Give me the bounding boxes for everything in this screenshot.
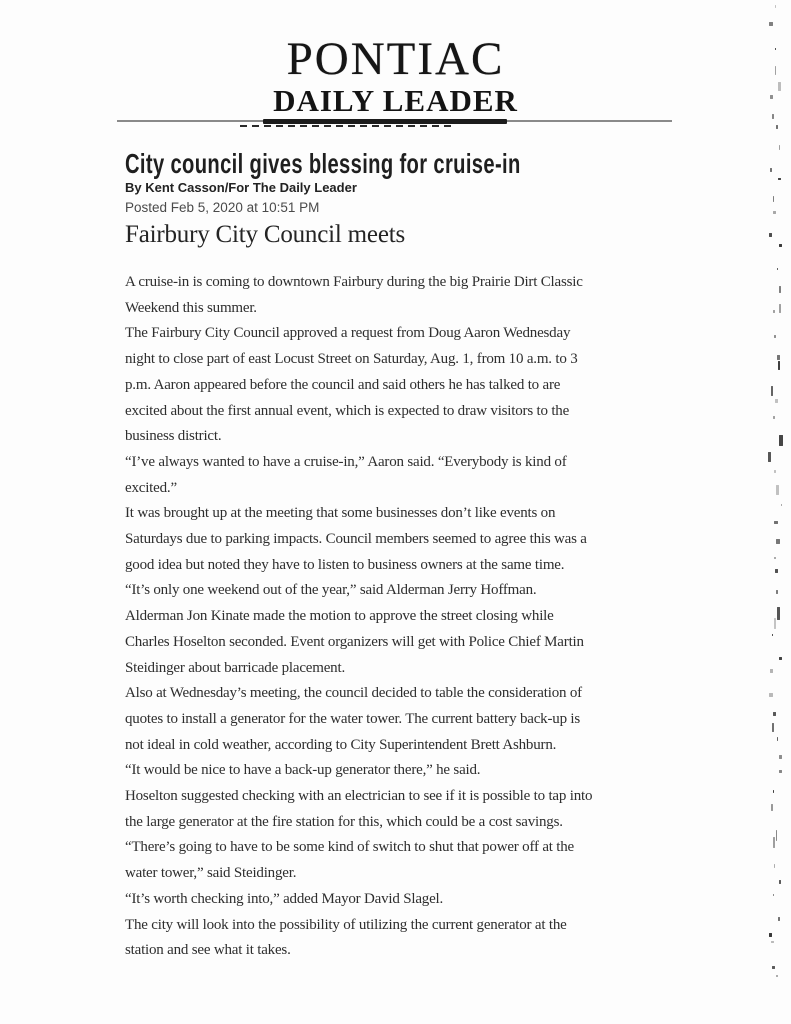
masthead-rule-dotted-segment bbox=[240, 125, 455, 127]
scan-noise-mark bbox=[772, 723, 774, 732]
body-line: A cruise-in is coming to downtown Fairbury during the big Prairie Dirt Classic bbox=[125, 274, 583, 290]
article-byline: By Kent Casson/For The Daily Leader bbox=[125, 180, 357, 195]
scan-noise-mark bbox=[779, 304, 781, 313]
scan-noise-mark bbox=[774, 618, 776, 629]
paragraph bbox=[125, 321, 685, 450]
scan-noise-mark bbox=[772, 966, 775, 969]
paragraph bbox=[125, 681, 685, 758]
body-line: water tower,” said Steidinger. bbox=[125, 865, 297, 882]
scan-noise-mark bbox=[774, 470, 776, 474]
scan-noise-mark bbox=[779, 770, 782, 772]
body-line: station and see what it takes. bbox=[125, 942, 291, 959]
body-line: “I’ve always wanted to have a cruise-in,” Aaron said. “Everybody is kind of bbox=[125, 453, 567, 470]
body-line: good idea but noted they have to listen to business owners at the same time. bbox=[125, 556, 565, 573]
body-line: excited.” bbox=[125, 479, 177, 496]
body-line: Weekend this summer. bbox=[125, 299, 257, 316]
body-line: Hoselton suggested checking with an electrician to see if it is possible to tap into bbox=[125, 788, 593, 805]
paragraph bbox=[125, 450, 685, 501]
body-line: “There’s going to have to be some kind of switch to shut that power off at the bbox=[125, 839, 575, 856]
scan-noise-mark bbox=[773, 196, 775, 202]
scan-noise-mark bbox=[770, 168, 771, 172]
body-line: The city will look into the possibility of utilizing the current generator at the bbox=[125, 916, 567, 933]
article-posted-date: Posted Feb 5, 2020 at 10:51 PM bbox=[125, 200, 320, 215]
scan-noise-mark bbox=[778, 178, 781, 180]
body-line: p.m. Aaron appeared before the council and said others he has talked to are bbox=[125, 376, 561, 393]
body-line: Charles Hoselton seconded. Event organizers will get with Police Chief Martin bbox=[125, 633, 584, 650]
masthead-subtitle: DAILY LEADER bbox=[273, 83, 518, 118]
body-line: Also at Wednesday’s meeting, the council decided to table the consideration of bbox=[125, 685, 582, 702]
scan-noise-mark bbox=[779, 435, 782, 446]
paragraph bbox=[125, 887, 685, 913]
body-line: Saturdays due to parking impacts. Council members seemed to agree this was a bbox=[125, 531, 587, 548]
body-line: quotes to install a generator for the water tower. The current battery back-up is bbox=[125, 710, 581, 727]
scan-noise-mark bbox=[776, 830, 777, 841]
paragraph bbox=[125, 604, 685, 681]
body-line: excited about the first annual event, which is expected to draw visitors to the bbox=[125, 402, 570, 419]
scan-noise-mark bbox=[778, 361, 780, 370]
article-headline: City council gives blessing for cruise-in bbox=[125, 148, 521, 179]
body-line: “It would be nice to have a back-up generator there,” he said. bbox=[125, 762, 481, 779]
body-line: It was brought up at the meeting that some businesses don’t like events on bbox=[125, 505, 556, 522]
scan-noise-mark bbox=[777, 268, 778, 270]
scan-noise-mark bbox=[776, 539, 779, 543]
scan-noise-mark bbox=[769, 933, 772, 936]
masthead-rule-dark-segment bbox=[263, 119, 507, 124]
scan-noise-mark bbox=[776, 975, 778, 977]
paragraph bbox=[125, 578, 685, 604]
scan-noise-mark bbox=[772, 634, 774, 637]
scan-noise-mark bbox=[777, 355, 780, 359]
scan-noise-mark bbox=[779, 286, 781, 293]
scan-noise-mark bbox=[773, 211, 776, 214]
scan-noise-mark bbox=[773, 790, 775, 792]
scan-noise-mark bbox=[776, 125, 777, 129]
scan-noise-mark bbox=[774, 557, 776, 559]
scan-noise-mark bbox=[769, 233, 772, 237]
paragraph bbox=[125, 270, 685, 321]
scan-noise-mark bbox=[777, 737, 778, 741]
paragraph bbox=[125, 501, 685, 578]
scan-noise-mark bbox=[775, 569, 778, 572]
scan-noise-mark bbox=[779, 657, 781, 660]
paragraph bbox=[125, 784, 685, 835]
article-subhead: Fairbury City Council meets bbox=[125, 221, 405, 248]
scan-noise-mark bbox=[778, 917, 780, 921]
scan-noise-mark bbox=[777, 607, 780, 620]
body-line: Steidinger about barricade placement. bbox=[125, 659, 346, 676]
scan-noise-mark bbox=[776, 485, 778, 495]
scan-edge-artifacts bbox=[761, 0, 791, 1024]
paragraph bbox=[125, 758, 685, 784]
scan-noise-mark bbox=[770, 669, 773, 673]
scan-noise-mark bbox=[771, 386, 773, 396]
body-line: night to close part of east Locust Street on Saturday, Aug. 1, from 10 a.m. to 3 bbox=[125, 351, 578, 368]
scan-noise-mark bbox=[775, 399, 778, 403]
scan-noise-mark bbox=[773, 712, 775, 716]
scan-noise-mark bbox=[779, 755, 782, 759]
scan-noise-mark bbox=[779, 145, 781, 150]
scan-noise-mark bbox=[776, 590, 778, 594]
scan-noise-mark bbox=[774, 335, 777, 337]
scan-noise-mark bbox=[781, 504, 782, 506]
scan-noise-mark bbox=[773, 894, 774, 896]
scan-noise-mark bbox=[774, 521, 777, 525]
scan-noise-mark bbox=[769, 22, 772, 26]
scan-noise-mark bbox=[769, 693, 772, 697]
body-line: “It’s worth checking into,” added Mayor David Slagel. bbox=[125, 890, 444, 907]
scan-noise-mark bbox=[773, 310, 775, 313]
masthead-title: PONTIAC bbox=[286, 33, 505, 85]
scan-noise-mark bbox=[775, 5, 777, 8]
body-line: business district. bbox=[125, 428, 222, 445]
scan-noise-mark bbox=[771, 941, 773, 943]
body-line: “It’s only one weekend out of the year,” said Alderman Jerry Hoffman. bbox=[125, 582, 537, 599]
scan-noise-mark bbox=[774, 864, 775, 868]
paragraph bbox=[125, 913, 685, 964]
body-line: not ideal in cold weather, according to City Superintendent Brett Ashburn. bbox=[125, 736, 557, 753]
paragraph bbox=[125, 835, 685, 886]
article-body bbox=[125, 270, 685, 964]
scan-noise-mark bbox=[768, 452, 771, 462]
body-line: Alderman Jon Kinate made the motion to approve the street closing while bbox=[125, 608, 554, 625]
body-line: the large generator at the fire station for this, which could be a cost savings. bbox=[125, 813, 563, 830]
scan-noise-mark bbox=[779, 880, 781, 884]
scan-noise-mark bbox=[779, 244, 781, 247]
scan-noise-mark bbox=[771, 804, 772, 811]
scan-noise-mark bbox=[773, 416, 776, 419]
scan-noise-mark bbox=[773, 837, 774, 848]
body-line: The Fairbury City Council approved a request from Doug Aaron Wednesday bbox=[125, 325, 571, 342]
